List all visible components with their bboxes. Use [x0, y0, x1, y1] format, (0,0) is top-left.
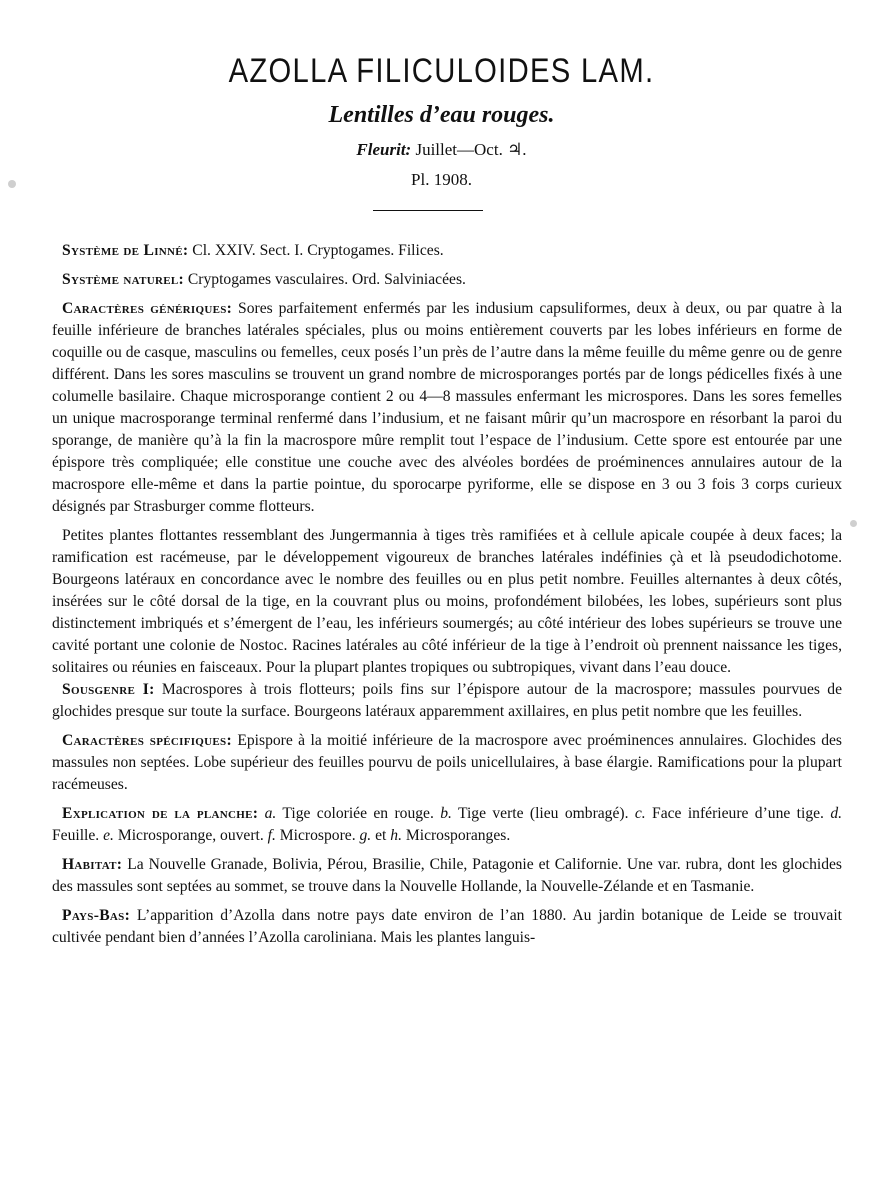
- flowering-label: Fleurit:: [356, 140, 412, 159]
- figure-a-text: Tige coloriée en rouge.: [276, 805, 441, 822]
- scan-speck: [8, 180, 16, 188]
- figure-b-text: Tige verte (lieu ombragé).: [451, 805, 635, 822]
- figure-d-text: Feuille.: [52, 827, 104, 844]
- figure-f-text: Microspore.: [275, 827, 360, 844]
- naturel-paragraph: [52, 269, 842, 291]
- figure-a-letter: a.: [258, 805, 277, 822]
- figure-d-letter: d.: [830, 805, 843, 822]
- figure-e-letter: e.: [103, 827, 114, 844]
- specific-characters-paragraph: [52, 730, 842, 796]
- figure-c-text: Face inférieure d’une tige.: [645, 805, 831, 822]
- scan-speck: [850, 520, 857, 527]
- pays-bas-text: L’apparition d’Azolla dans notre pays date environ de l’an 1880. Au jardin botanique de Leide se trouvait cultivée pendant bien d’années l’Azolla caroliniana. Mais les plantes languis-: [52, 907, 842, 946]
- linne-text: Cl. XXIV. Sect. I. Cryptogames. Filices.: [188, 242, 444, 259]
- habitat-label: Habitat:: [62, 856, 123, 873]
- linne-paragraph: [52, 240, 842, 262]
- plate-explanation-paragraph: [52, 803, 842, 847]
- linne-label: Système de Linné:: [62, 242, 189, 259]
- generic-characters-paragraph: [52, 298, 842, 518]
- pays-bas-paragraph: [52, 905, 842, 949]
- generic-characters-text: Sores parfaitement enfermés par les indusium capsuliformes, deux à deux, ou par quatre à la feuille inférieure de branches latérales spéciales, plus ou moins entièrement couverts par les lobes inférieurs en forme de coquille ou de casque, masculins ou femelles, ceux posés l’un près de l’autre dans la même feuille du même genre ou de genre différent. Dans les sores masculins se trouvent un grand nombre de microsporanges portés par de longs pédicelles fixés à une columelle basilaire. Chaque microsporange contient 2 ou 4—8 massules enfermant les microspores. Dans les sores femelles un unique macrosporange terminal renfermé dans l’indusium, et ne faisant mûrir qu’un macrospore en résorbant la paroi du sporange, de manière qu’à la fin la macrospore mûre remplit tout l’espace de l’indusium. Cette spore est entourée par une épispore très compliquée; elle constitue une couche avec des alvéoles bordées de proéminences annulaires autour de la macrospore elle-même et dans la partie pointue, du sporocarpe pyriforme, elle se dispose en 3 ou 3 fois 3 corps curieux désignés par Strasburger comme flotteurs.: [52, 300, 842, 515]
- naturel-label: Système naturel:: [62, 271, 184, 288]
- figure-f-letter: f.: [267, 827, 276, 844]
- subgenus-text: Macrospores à trois flotteurs; poils fins sur l’épispore autour de la macrospore; massules pourvues de glochides presque sur toute la surface. Bourgeons latéraux apparemment axillaires, en plus petit nombre que les feuilles.: [52, 681, 842, 720]
- figure-e-text: Microsporange, ouvert.: [113, 827, 268, 844]
- specific-characters-label: Caractères spécifiques:: [62, 732, 232, 749]
- specific-characters-text: Epispore à la moitié inférieure de la macrospore avec proéminences annulaires. Glochides des massules non septées. Lobe supérieur des feuilles pourvu de poils unicellulaires, à base élargie. Ramifications pour la plupart racémeuses.: [52, 732, 843, 793]
- figure-g-text: et: [371, 827, 391, 844]
- flowering-value: Juillet—Oct. ♃.: [415, 140, 527, 159]
- page-title: AZOLLA FILICULOIDES LAM.: [228, 52, 655, 90]
- description-paragraph: Petites plantes flottantes ressemblant des Jungermannia à tiges très ramifiées et à cellule apicale coupée à deux faces; la ramification est racémeuse, par le développement vigoureux de branches latérales indéfinies çà et là pseudodichotome. Bourgeons latéraux en concordance avec le nombre des feuilles ou en plus petit nombre. Feuilles alternantes à deux côtés, insérées sur le côté dorsal de la tige, en la couvrant plus ou moins, profondément bilobées, les lobes, supérieurs sont plus distinctement imbriqués et s’émergent de l’eau, les inférieurs soumergés; au côté intérieur des lobes supérieurs se trouve une cavité portant une colonie de Nostoc. Racines latérales au côté inférieur de la tige à l’endroit où prennent naissance les tiges, solitaires ou réunies en faisceaux. Pour la plupart plantes tropiques ou subtropiques, vivant dans l’eau douce.: [52, 527, 842, 676]
- document-body: [52, 240, 842, 949]
- subgenus-paragraph: [52, 679, 842, 723]
- figure-b-letter: b.: [440, 805, 452, 822]
- plate-number: Pl. 1908.: [411, 170, 472, 189]
- pays-bas-label: Pays-Bas:: [62, 907, 131, 924]
- figure-h-letter: h.: [390, 827, 402, 844]
- habitat-text: La Nouvelle Granade, Bolivia, Pérou, Brasilie, Chile, Patagonie et Californie. Une var. rubra, dont les glochides des massules sont septées au sommet, se trouve dans la Nouvelle Hollande, la Nouvelle-Zélande et en Tasmanie.: [52, 856, 842, 895]
- plate-explanation-label: Explication de la planche:: [62, 805, 259, 822]
- generic-characters-label: Caractères génériques:: [62, 300, 233, 317]
- common-name-subtitle: Lentilles d’eau rouges.: [328, 102, 555, 128]
- subgenus-label: Sousgenre I:: [62, 681, 155, 698]
- figure-g-letter: g.: [359, 827, 372, 844]
- habitat-paragraph: [52, 854, 842, 898]
- naturel-text: Cryptogames vasculaires. Ord. Salviniacées.: [184, 271, 466, 288]
- figure-c-letter: c.: [634, 805, 646, 822]
- figure-h-text: Microsporanges.: [401, 827, 511, 844]
- flowering-line: [0, 140, 883, 160]
- title-divider: [373, 210, 483, 211]
